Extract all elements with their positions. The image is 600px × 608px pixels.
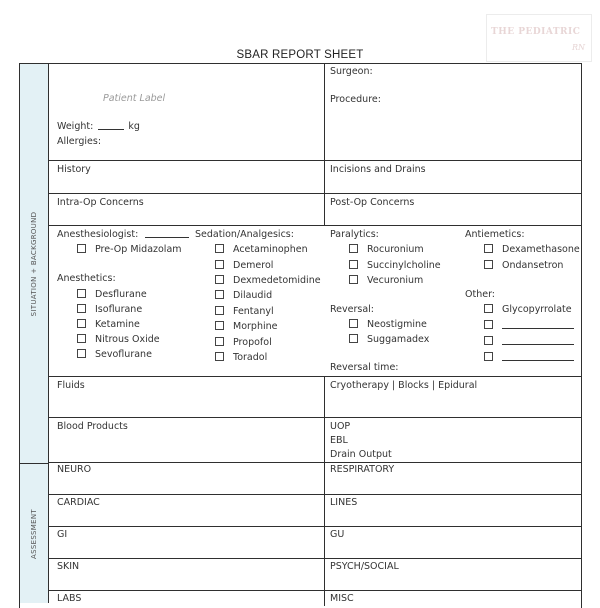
sedation-label: Sedation/Analgesics:	[195, 229, 294, 240]
checkbox-icon[interactable]	[77, 289, 86, 298]
checkbox-label: Demerol	[233, 260, 274, 271]
blood-products-label: Blood Products	[57, 421, 128, 432]
checkbox-icon[interactable]	[77, 304, 86, 313]
drain-output-label: Drain Output	[330, 449, 392, 460]
checkbox-demerol[interactable]	[215, 260, 273, 271]
checkbox-icon[interactable]	[484, 304, 493, 313]
sidebar-situation-background	[19, 63, 49, 463]
checkbox-acetaminophen[interactable]	[215, 244, 308, 255]
checkbox-label: Propofol	[233, 337, 272, 348]
checkbox-label: Neostigmine	[367, 319, 427, 330]
checkbox-isoflurane[interactable]	[77, 304, 142, 315]
checkbox-label: Ketamine	[95, 319, 140, 330]
checkbox-icon[interactable]	[215, 290, 224, 299]
checkbox-suggamadex[interactable]	[349, 334, 429, 345]
row-divider	[49, 160, 582, 161]
checkbox-icon[interactable]	[484, 244, 493, 253]
checkbox-label: Desflurane	[95, 289, 147, 300]
sidebar-label-assessment: ASSESSMENT	[30, 508, 38, 559]
checkbox-toradol[interactable]	[215, 352, 267, 363]
checkbox-ondansetron[interactable]	[484, 260, 563, 271]
patient-label-placeholder: Patient Label	[103, 93, 166, 104]
allergies-label: Allergies:	[57, 136, 102, 147]
sidebar-assessment	[19, 463, 49, 603]
checkbox-label: Toradol	[233, 352, 268, 363]
row-divider	[49, 494, 582, 495]
anesthesiologist-blank[interactable]	[145, 237, 189, 238]
page-title: SBAR REPORT SHEET	[236, 49, 364, 61]
checkbox-icon[interactable]	[215, 321, 224, 330]
checkbox-icon[interactable]	[349, 319, 358, 328]
checkbox-label: Succinylcholine	[367, 260, 441, 271]
checkbox-icon[interactable]	[484, 320, 493, 329]
checkbox-icon[interactable]	[215, 352, 224, 361]
row-divider	[49, 376, 582, 377]
checkbox-dexamethasone[interactable]	[484, 244, 580, 255]
anesthetics-label: Anesthetics:	[57, 273, 116, 284]
neuro-label: NEURO	[57, 464, 92, 475]
checkbox-sevoflurane[interactable]	[77, 349, 152, 360]
checkbox-vecuronium[interactable]	[349, 275, 423, 286]
checkbox-label: Pre-Op Midazolam	[95, 244, 182, 255]
checkbox-icon[interactable]	[77, 244, 86, 253]
row-divider	[49, 417, 582, 418]
checkbox-other-blank-3[interactable]	[484, 352, 574, 363]
checkbox-neostigmine[interactable]	[349, 319, 427, 330]
checkbox-icon[interactable]	[484, 352, 493, 361]
checkbox-ketamine[interactable]	[77, 319, 140, 330]
checkbox-icon[interactable]	[215, 244, 224, 253]
checkbox-icon[interactable]	[349, 275, 358, 284]
checkbox-succinylcholine[interactable]	[349, 260, 441, 271]
row-divider	[49, 193, 582, 194]
ebl-label: EBL	[330, 435, 348, 446]
intraop-concerns-label: Intra-Op Concerns	[57, 197, 144, 208]
checkbox-label: Fentanyl	[233, 306, 274, 317]
other-blank-line[interactable]	[502, 360, 574, 361]
gu-label: GU	[330, 529, 345, 540]
checkbox-fentanyl[interactable]	[215, 306, 274, 317]
checkbox-label: Glycopyrrolate	[502, 304, 572, 315]
other-blank-line[interactable]	[502, 328, 574, 329]
fluids-label: Fluids	[57, 380, 85, 391]
other-blank-line[interactable]	[502, 344, 574, 345]
labs-label: LABS	[57, 593, 82, 604]
weight-blank[interactable]	[98, 129, 124, 130]
anesthesiologist-label: Anesthesiologist:	[57, 229, 139, 240]
column-divider	[324, 63, 325, 226]
weight-field[interactable]	[57, 121, 140, 132]
checkbox-icon[interactable]	[484, 260, 493, 269]
checkbox-icon[interactable]	[349, 260, 358, 269]
checkbox-label: Vecuronium	[367, 275, 424, 286]
checkbox-icon[interactable]	[77, 334, 86, 343]
checkbox-label: Isoflurane	[95, 304, 143, 315]
respiratory-label: RESPIRATORY	[330, 464, 395, 475]
logo-subtext: RN	[571, 43, 585, 52]
other-label: Other:	[465, 289, 496, 300]
logo-text: THE PEDIATRIC	[491, 27, 581, 37]
row-divider	[49, 558, 582, 559]
checkbox-label: Dilaudid	[233, 290, 273, 301]
checkbox-label: Morphine	[233, 321, 278, 332]
cardiac-label: CARDIAC	[57, 497, 100, 508]
checkbox-preop-midazolam[interactable]	[77, 244, 182, 255]
column-divider	[324, 376, 325, 606]
checkbox-label: Acetaminophen	[233, 244, 308, 255]
surgeon-label: Surgeon:	[330, 66, 373, 77]
checkbox-desflurane[interactable]	[77, 289, 147, 300]
checkbox-propofol[interactable]	[215, 337, 272, 348]
checkbox-icon[interactable]	[215, 306, 224, 315]
checkbox-icon[interactable]	[215, 337, 224, 346]
checkbox-dilaudid[interactable]	[215, 290, 272, 301]
weight-unit: kg	[128, 121, 140, 132]
checkbox-other-blank-1[interactable]	[484, 320, 574, 331]
lines-label: LINES	[330, 497, 358, 508]
paralytics-label: Paralytics:	[330, 229, 379, 240]
reversal-time-label: Reversal time:	[330, 362, 399, 373]
checkbox-icon[interactable]	[77, 319, 86, 328]
row-divider	[49, 462, 582, 463]
psych-social-label: PSYCH/SOCIAL	[330, 561, 399, 572]
sidebar-label-situation: SITUATION + BACKGROUND	[30, 211, 38, 316]
weight-label: Weight:	[57, 121, 94, 132]
checkbox-dexmedetomidine[interactable]	[215, 275, 321, 286]
checkbox-label: Rocuronium	[367, 244, 424, 255]
checkbox-icon[interactable]	[349, 244, 358, 253]
anesthesiologist-field[interactable]	[57, 229, 189, 240]
row-divider	[49, 526, 582, 527]
cryotherapy-label: Cryotherapy | Blocks | Epidural	[330, 380, 478, 391]
misc-label: MISC	[330, 593, 354, 604]
checkbox-label: Dexamethasone	[502, 244, 580, 255]
checkbox-icon[interactable]	[215, 260, 224, 269]
checkbox-icon[interactable]	[349, 334, 358, 343]
checkbox-nitrous-oxide[interactable]	[77, 334, 160, 345]
checkbox-glycopyrrolate[interactable]	[484, 304, 572, 315]
checkbox-rocuronium[interactable]	[349, 244, 424, 255]
checkbox-icon[interactable]	[215, 275, 224, 284]
incisions-label: Incisions and Drains	[330, 164, 426, 175]
gi-label: GI	[57, 529, 68, 540]
checkbox-other-blank-2[interactable]	[484, 336, 574, 347]
checkbox-label: Suggamadex	[367, 334, 430, 345]
checkbox-icon[interactable]	[77, 349, 86, 358]
uop-label: UOP	[330, 421, 351, 432]
checkbox-label: Ondansetron	[502, 260, 564, 271]
procedure-label: Procedure:	[330, 94, 381, 105]
antiemetics-label: Antiemetics:	[465, 229, 525, 240]
row-divider	[49, 590, 582, 591]
checkbox-label: Sevoflurane	[95, 349, 152, 360]
row-divider	[49, 225, 582, 226]
postop-concerns-label: Post-Op Concerns	[330, 197, 415, 208]
reversal-label: Reversal:	[330, 304, 375, 315]
checkbox-morphine[interactable]	[215, 321, 277, 332]
checkbox-label: Dexmedetomidine	[233, 275, 321, 286]
checkbox-label: Nitrous Oxide	[95, 334, 160, 345]
checkbox-icon[interactable]	[484, 336, 493, 345]
history-label: History	[57, 164, 91, 175]
skin-label: SKIN	[57, 561, 80, 572]
